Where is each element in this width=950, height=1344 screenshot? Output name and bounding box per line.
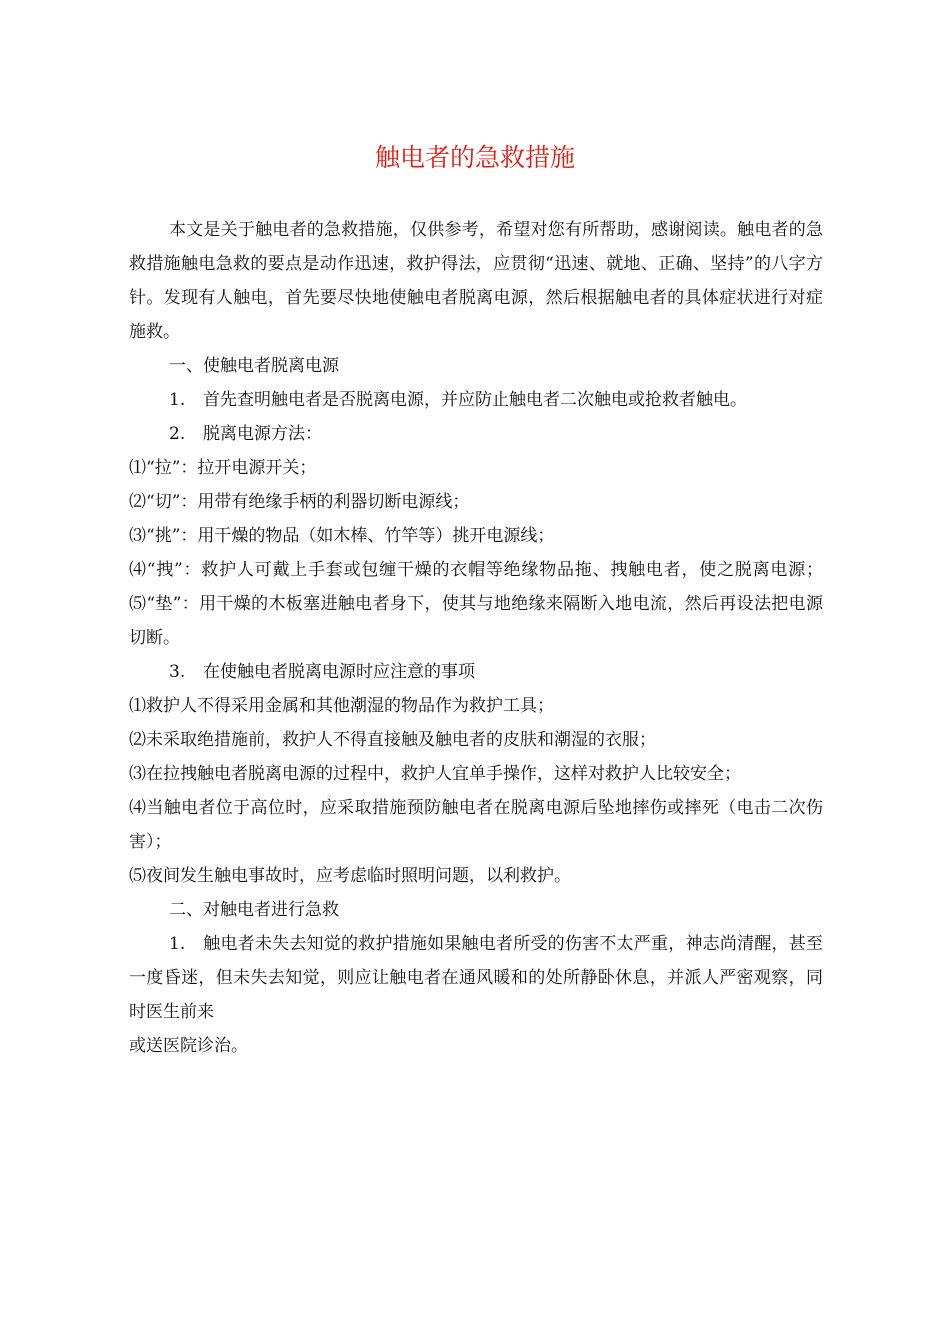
list-item bbox=[129, 927, 823, 1029]
intro-paragraph: 本文是关于触电者的急救措施，仅供参考，希望对您有所帮助，感谢阅读。触电者的急救措施触电急救的要点是动作迅速，救护得法，应贯彻“迅速、就地、正确、坚持”的八字方针。发现有人触电，首先要尽快地使触电者脱离电源，然后根据触电者的具体症状进行对症施救。 bbox=[129, 220, 823, 342]
paragraph-tail: 或送医院诊治。 bbox=[129, 1036, 248, 1056]
notice-item: ⑶在拉拽触电者脱离电源的过程中，救护人宜单手操作，这样对救护人比较安全； bbox=[129, 764, 741, 784]
item-text: 首先查明触电者是否脱离电源，并应防止触电者二次触电或抢救者触电。 bbox=[203, 390, 747, 410]
notice-item: ⑷当触电者位于高位时，应采取措施预防触电者在脱离电源后坠地摔伤或摔死（电击二次伤害）； bbox=[129, 798, 823, 852]
item-text: 脱离电源方法： bbox=[203, 424, 322, 444]
item-number: 3. bbox=[169, 662, 186, 682]
section-heading-2: 二、对触电者进行急救 bbox=[169, 900, 339, 920]
list-item bbox=[129, 383, 823, 417]
notice-item: ⑵未采取绝措施前，救护人不得直接触及触电者的皮肤和潮湿的衣服； bbox=[129, 730, 656, 750]
item-text: 触电者未失去知觉的救护措施如果触电者所受的伤害不太严重，神志尚清醒，甚至一度昏迷，但未失去知觉，则应让触电者在通风暖和的处所静卧休息，并派人严密观察，同时医生前来 bbox=[129, 934, 823, 1022]
item-number: 2. bbox=[169, 424, 186, 444]
method-item: ⑴“拉”：拉开电源开关； bbox=[129, 458, 317, 478]
notice-item: ⑴救护人不得采用金属和其他潮湿的物品作为救护工具； bbox=[129, 696, 554, 716]
list-item bbox=[129, 655, 823, 689]
document-body bbox=[129, 213, 823, 1063]
item-text: 在使触电者脱离电源时应注意的事项 bbox=[203, 662, 475, 682]
method-item: ⑶“挑”：用干燥的物品（如木棒、竹竿等）挑开电源线； bbox=[129, 526, 555, 546]
method-item: ⑵“切”：用带有绝缘手柄的利器切断电源线； bbox=[129, 492, 470, 512]
method-item: ⑷“拽”：救护人可戴上手套或包缠干燥的衣帽等绝缘物品拖、拽触电者，使之脱离电源；⑸“垫”：用干燥的木板塞进触电者身下，使其与地绝缘来隔断入地电流，然后再设法把电源切断。 bbox=[129, 560, 823, 648]
notice-item: ⑸夜间发生触电事故时，应考虑临时照明问题，以利救护。 bbox=[129, 866, 571, 886]
section-heading-1: 一、使触电者脱离电源 bbox=[169, 356, 339, 376]
page-title: 触电者的急救措施 bbox=[374, 143, 575, 172]
item-number: 1. bbox=[169, 934, 186, 954]
list-item bbox=[129, 417, 823, 451]
item-number: 1. bbox=[169, 390, 186, 410]
